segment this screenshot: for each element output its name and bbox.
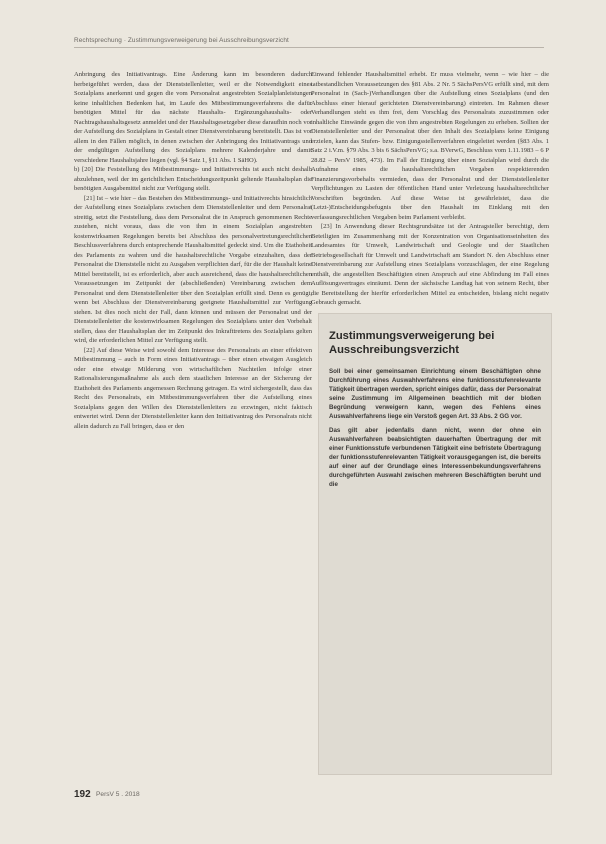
left-paragraph-2: b) [20] Die Feststellung des Mitbestimmungs- und Initiativrechts ist auch nicht deshalb abzulehnen, weil der im gerichtlichen Entscheidungszeitpunkt geltende Haushaltsplan die benötigten Ausgabemittel nicht zur Verfügung stellt. (74, 166, 312, 192)
left-paragraph-4: [22] Auf diese Weise wird sowohl dem Interesse des Personalrats an einer effektiven Mitbestimmung – auch in Form eines Initiativantrags – über einen etwaigen Ausgleich oder eine etwaige Milderung von wirtschaftlichen Nachteilen infolge einer Rationalisierungsmaßnahme als auch dem staatlichen Interesse an der Sicherung der Etathoheit des Parlaments angemessen Rechnung getragen. Es wird sichergestellt, dass das Recht des Personalrats, ein Mitbestimmungsverfahren über die Aufstellung eines Sozialplans gegen den Willen des Dienststellenleiters zu erzwingen, nicht faktisch entwertet wird. Denn der Dienststellenleiter kann den Initiativantrag des Personalrats nicht allein dadurch zu Fall bringen, dass er den (74, 346, 312, 430)
headnote-paragraph-2: Das gilt aber jedenfalls dann nicht, wenn der ohne ein Auswahlverfahren beabsichtigten dauerhaften Übertragung der mit einer Funktionsstufe verbundenen Tätigkeit eine befristete Übertragung der funktionsstufenrelevanten Tätigkeit vorausgegangen ist, die bereits auf einer auf der Grundlage eines Interessenbekundungsverfahrens durchgeführten Auswahl zwischen mehreren Beschäftigten beruht und die (329, 427, 541, 488)
headnote-paragraph-1: Soll bei einer gemeinsamen Einrichtung einem Beschäftigten ohne Durchführung eines Auswahlverfahrens eine funktionsstufenrelevante Tätigkeit übertragen werden, spricht einiges dafür, dass der Personalrat seine Zustimmung im Allgemeinen beachtlich mit der bloßen Begründung verweigern kann, wegen des Fehlens eines Auswahlverfahrens liege ein Verstoß gegen Art. 33 Abs. 2 GG vor. (329, 368, 541, 420)
left-column (74, 70, 312, 766)
running-header: Rechtsprechung · Zustimmungsverweigerung bei Ausschreibungsverzicht (74, 37, 289, 44)
left-paragraph-3: [21] Ist – wie hier – das Bestehen des Mitbestimmungs- und Initiativrechts hinsichtlich der Aufstellung eines Sozialplans zwischen dem Dienststellenleiter und dem Personalrat streitig, setzt die Feststellung, dass dem Personalrat die in Anspruch genommenen Rechte zustehen, nicht voraus, dass die von ihm in einem Sozialplan angestrebten kostenwirksamen Regelungen bereits bei Abschluss des personalvertretungsrechtlichen Beschlussverfahrens durch entsprechende Haushaltsmittel gedeckt sind. Um die Etathoheit des Parlaments zu wahren und die haushaltsrechtliche Vorgabe einzuhalten, dass der Personalrat die Dienststelle nicht zu Ausgaben verpflichten darf, für die der Haushalt keine Mittel bereitstellt, ist es erforderlich, aber auch ausreichend, dass die haushaltsrechtlichen Voraussetzungen im Zeitpunkt der (abschließenden) Vereinbarung zwischen dem Personalrat und dem Dienststellenleiter über den Sozialplan erfüllt sind. Denn es genügt, wenn bei Abschluss der Dienstvereinbarung geeignete Haushaltsmittel zur Verfügung stehen. Ist dies noch nicht der Fall, dann können und müssen der Personalrat und der Dienststellenleiter die kostenwirksamen Regelungen des Sozialplans unter den Vorbehalt stellen, dass der Haushaltsplan der im Zeitpunkt des Inkrafttretens des Sozialplans gelten wird, die erforderlichen Mittel zur Verfügung stellt. (74, 194, 312, 344)
headnote-box (318, 313, 552, 775)
right-paragraph-2: [23] In Anwendung dieser Rechtsgrundsätze ist der Antragsteller berechtigt, dem Beteiligten im Zusammenhang mit der Konzentration von Organisationseinheiten des Landesamtes für Umwelt, Landwirtschaft und Geologie und der Staatlichen Betriebsgesellschaft für Umwelt und Landwirtschaft am Standort N. den Abschluss einer Dienstvereinbarung zur Aufstellung eines Sozialplans vorzuschlagen, der eine Regelung enthält, die angestellten Beschäftigten einen Anspruch auf eine Abfindung im Fall eines Auflösungsvertrages einräumt. Denn der sächsische Landtag hat von seinem Recht, über die Bereitstellung der hierfür erforderlichen Mittel zu entscheiden, bislang nicht negativ Gebrauch gemacht. (311, 223, 549, 306)
header-rule (74, 47, 544, 48)
left-paragraph-1: Anbringung des Initiativantrags. Eine Änderung kann im besonderen dadurch herbeigeführt werden, dass der Dienststellenleiter, weil er die Notwendigkeit eines Sozialplans anerkennt und gegen die vom Personalrat angestrebten Sozialplanleistungen keine inhaltlichen Bedenken hat, im Laufe des Mitbestimmungsverfahrens die dafür benötigten Mittel für das nächste Haushalts- Ergänzungshaushalts- oder Nachtragshaushaltsgesetz anmeldet und der Haushaltsgesetzgeber diese daraufhin noch vor der Aufstellung des Sozialplans in Gestalt einer Dienstvereinbarung bereitstellt. Das ist vor allem in den Fällen möglich, in denen zwischen der Anbringung des Initiativantrags und der endgültigen Aufstellung des Sozialplans mehrere Kalenderjahre und damit verschiedene Haushaltsjahre liegen (vgl. §4 Satz 1, §11 Abs. 1 SäHO). (74, 71, 312, 164)
journal-issue: PersV 5 . 2018 (96, 791, 140, 798)
right-column (311, 70, 549, 306)
headnote-title: Zustimmungsverweigerung bei Ausschreibungsverzicht (329, 330, 495, 356)
headnote-body (329, 368, 541, 768)
page-number: 192 (74, 789, 91, 800)
right-paragraph-1: Einwand fehlender Haushaltsmittel erhebt. Er muss vielmehr, wenn – wie hier – die tatbestandlichen Voraussetzungen des §81 Abs. 2 Nr. 5 SächsPersVG erfüllt sind, mit dem Personalrat in (Sach-)Verhandlungen über die Aufstellung eines Sozialplans (und den Abschluss einer hierauf gerichteten Dienstvereinbarung) eintreten. Im Rahmen dieser Verhandlungen steht es ihm frei, dem Vorschlag des Personalrats zuzustimmen oder inhaltliche Einwände gegen die von ihm angestrebten Regelungen zu erheben. Sollten der Dienststellenleiter und der Personalrat über den Inhalt des Sozialplans keine Einigung erzielen, kann das Stufen- bzw. Einigungsstellenverfahren eingeleitet werden (§83 Abs. 1 Satz 2 i.V.m. §79 Abs. 3 bis 6 SächsPersVG; s.a. BVerwG, Beschluss vom 1.11.1983 – 6 P 28.82 – PersV 1985, 473). Im Fall der Einigung über einen Sozialplan wird durch die Aufnahme eines die haushaltsrechtlichen Vorgaben respektierenden Finanzierungsvorbehalts vermieden, dass der Personalrat und der Dienststellenleiter Verpflichtungen zu Lasten der öffentlichen Hand unter Verletzung haushaltsrechtlicher Vorschriften begründen. Auf diese Weise ist gewährleistet, dass die (Letzt-)Entscheidungsbefugnis über den Haushalt im Einklang mit den verfassungsrechtlichen Vorgaben beim Parlament verbleibt. (311, 71, 549, 221)
